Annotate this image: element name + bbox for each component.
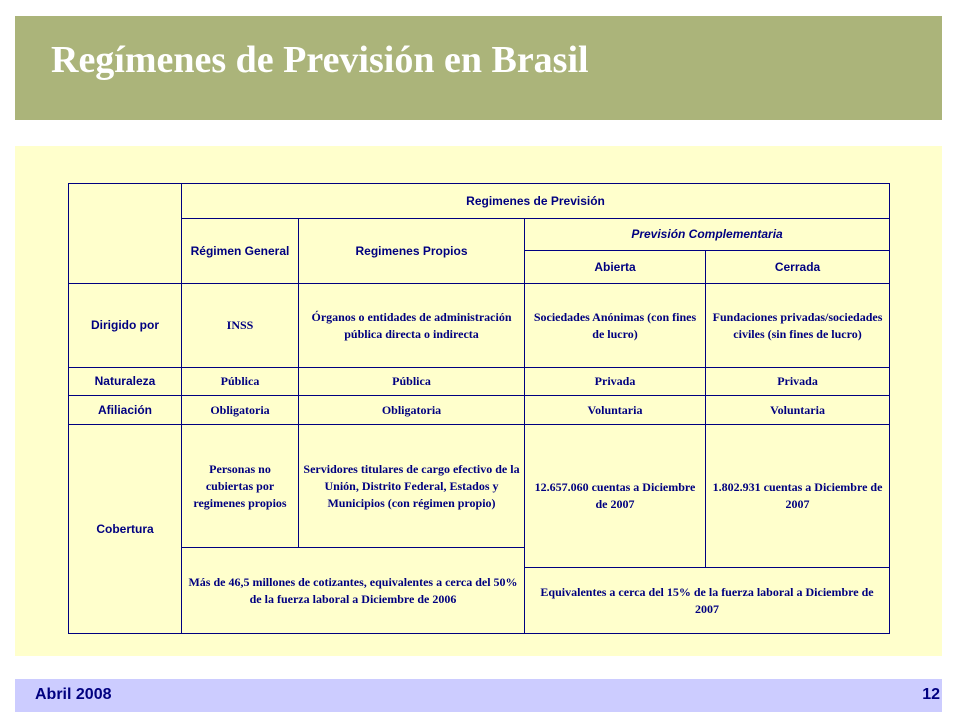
page-number: 12 <box>922 686 940 703</box>
cell-dirigido-cerrada: Fundaciones privadas/sociedades civiles (sin fines de lucro) <box>706 284 890 368</box>
cell-naturaleza-propios: Pública <box>299 368 525 396</box>
cell-afiliacion-abierta: Voluntaria <box>525 396 706 425</box>
header-prevision-complementaria: Previsión Complementaria <box>525 219 890 251</box>
cell-naturaleza-abierta: Privada <box>525 368 706 396</box>
cell-naturaleza-general: Pública <box>182 368 299 396</box>
cell-afiliacion-general: Obligatoria <box>182 396 299 425</box>
footer-bar <box>15 679 942 712</box>
cell-cobertura-cerrada: 1.802.931 cuentas a Diciembre de 2007 <box>706 425 890 568</box>
main-header: Regimenes de Previsión <box>182 184 890 219</box>
cell-cobertura-propios: Servidores titulares de cargo efectivo de la Unión, Distrito Federal, Estados y Municipios (con régimen propio) <box>299 425 525 548</box>
header-regimen-general: Régimen General <box>182 219 299 284</box>
cell-cobertura-private-total: Equivalentes a cerca del 15% de la fuerza laboral a Diciembre de 2007 <box>525 568 890 634</box>
pension-regimes-table <box>68 183 890 634</box>
title-bar <box>15 16 942 120</box>
cell-cobertura-abierta: 12.657.060 cuentas a Diciembre de 2007 <box>525 425 706 568</box>
cell-cobertura-general: Personas no cubiertas por regimenes propios <box>182 425 299 548</box>
row-label-naturaleza: Naturaleza <box>69 368 182 396</box>
header-cerrada: Cerrada <box>706 251 890 284</box>
header-regimenes-propios: Regimenes Propios <box>299 219 525 284</box>
cell-dirigido-general: INSS <box>182 284 299 368</box>
cell-dirigido-abierta: Sociedades Anónimas (con fines de lucro) <box>525 284 706 368</box>
row-label-dirigido-por: Dirigido por <box>69 284 182 368</box>
header-abierta: Abierta <box>525 251 706 284</box>
empty-corner-cell <box>69 184 182 284</box>
footer-date: Abril 2008 <box>35 686 112 703</box>
row-label-cobertura: Cobertura <box>69 425 182 634</box>
cell-afiliacion-propios: Obligatoria <box>299 396 525 425</box>
cell-afiliacion-cerrada: Voluntaria <box>706 396 890 425</box>
cell-naturaleza-cerrada: Privada <box>706 368 890 396</box>
cell-cobertura-public-total: Más de 46,5 millones de cotizantes, equivalentes a cerca del 50% de la fuerza laboral a Diciembre de 2006 <box>182 548 525 634</box>
cell-dirigido-propios: Órganos o entidades de administración pública directa o indirecta <box>299 284 525 368</box>
row-label-afiliacion: Afiliación <box>69 396 182 425</box>
slide-title: Regímenes de Previsión en Brasil <box>51 39 589 81</box>
